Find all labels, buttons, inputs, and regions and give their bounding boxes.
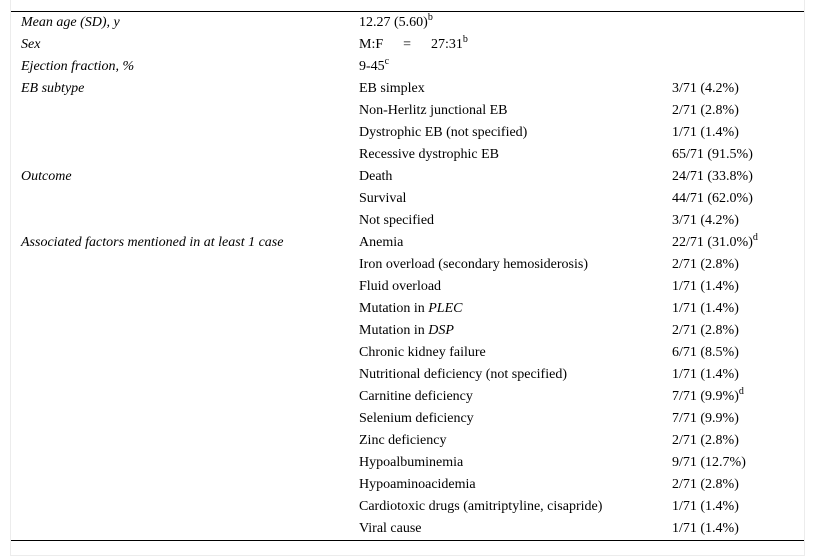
count-text: 2/71 (2.8%) (672, 433, 739, 448)
row-label (11, 210, 359, 232)
value-text: Survival (359, 191, 407, 206)
row-label (11, 100, 359, 122)
value-text: Carnitine deficiency (359, 389, 473, 404)
row-count (672, 210, 804, 232)
row-value (359, 364, 672, 386)
row-label (11, 518, 359, 541)
count-text: 7/71 (9.9%) (672, 389, 739, 404)
table-row (11, 276, 804, 298)
row-count (672, 78, 804, 100)
table-row (11, 166, 804, 188)
row-value (359, 496, 672, 518)
table-row (11, 144, 804, 166)
value-text: Mutation in (359, 301, 429, 316)
row-label (11, 188, 359, 210)
count-text: 1/71 (1.4%) (672, 499, 739, 514)
row-label: Ejection fraction, % (21, 59, 135, 74)
row-label (11, 254, 359, 276)
gene-name: DSP (428, 323, 454, 338)
row-label: Associated factors mentioned in at least 1 case (21, 235, 284, 250)
row-count (672, 320, 804, 342)
table-body (11, 12, 804, 541)
value-text: Hypoaminoacidemia (359, 477, 476, 492)
table-row (11, 188, 804, 210)
row-value (359, 122, 672, 144)
table-row (11, 100, 804, 122)
row-label (11, 144, 359, 166)
footnote-marker: d (752, 232, 758, 243)
row-value (359, 78, 672, 100)
count-text: 1/71 (1.4%) (672, 367, 739, 382)
value-text: Hypoalbuminemia (359, 455, 464, 470)
count-text: 2/71 (2.8%) (672, 257, 739, 272)
value-text: Death (359, 169, 393, 184)
row-value (359, 34, 672, 56)
row-label (11, 342, 359, 364)
table-row (11, 254, 804, 276)
table-row (11, 232, 804, 254)
value-text: EB simplex (359, 81, 425, 96)
row-label (11, 496, 359, 518)
footnote-marker: c (384, 56, 390, 67)
count-text: 44/71 (62.0%) (672, 191, 753, 206)
row-value (359, 254, 672, 276)
table-row (11, 452, 804, 474)
row-label (11, 386, 359, 408)
count-text: 2/71 (2.8%) (672, 103, 739, 118)
row-value (359, 232, 672, 254)
value-text: Recessive dystrophic EB (359, 147, 499, 162)
value-text: Fluid overload (359, 279, 442, 294)
row-count (672, 474, 804, 496)
value-text: Iron overload (secondary hemosiderosis) (359, 257, 588, 272)
value-text: Viral cause (359, 521, 422, 536)
row-value (359, 12, 672, 35)
row-label (11, 430, 359, 452)
value-text: Cardiotoxic drugs (amitriptyline, cisapride) (359, 499, 603, 514)
row-count (672, 188, 804, 210)
count-text: 1/71 (1.4%) (672, 279, 739, 294)
row-label (11, 474, 359, 496)
row-count (672, 452, 804, 474)
table-row (11, 496, 804, 518)
row-value (359, 298, 672, 320)
row-value (359, 166, 672, 188)
table-row (11, 78, 804, 100)
table-row (11, 518, 804, 541)
row-count (672, 232, 804, 254)
row-label (11, 276, 359, 298)
value-text: Chronic kidney failure (359, 345, 486, 360)
count-text: 7/71 (9.9%) (672, 411, 739, 426)
table-row (11, 210, 804, 232)
row-value (359, 144, 672, 166)
patient-characteristics-table (11, 11, 804, 541)
value-equals: = (403, 37, 412, 52)
row-label (11, 408, 359, 430)
row-label: Outcome (21, 169, 72, 184)
row-value (359, 320, 672, 342)
footnote-marker: b (462, 34, 468, 45)
row-value (359, 430, 672, 452)
footnote-marker: d (738, 386, 744, 397)
value-text: M:F (359, 37, 384, 52)
table-row (11, 320, 804, 342)
table-row (11, 56, 804, 78)
row-value (359, 452, 672, 474)
table-row (11, 34, 804, 56)
row-value (359, 386, 672, 408)
row-count (672, 386, 804, 408)
row-value (359, 188, 672, 210)
row-value (359, 474, 672, 496)
row-count (672, 12, 804, 35)
table-row (11, 386, 804, 408)
row-count (672, 342, 804, 364)
count-text: 3/71 (4.2%) (672, 81, 739, 96)
value-text: Dystrophic EB (not specified) (359, 125, 528, 140)
row-count (672, 364, 804, 386)
row-count (672, 34, 804, 56)
value-text: Nutritional deficiency (not specified) (359, 367, 567, 382)
table-row (11, 342, 804, 364)
row-count (672, 298, 804, 320)
table-row (11, 430, 804, 452)
count-text: 1/71 (1.4%) (672, 125, 739, 140)
count-text: 2/71 (2.8%) (672, 477, 739, 492)
count-text: 1/71 (1.4%) (672, 301, 739, 316)
value-text: 9-45 (359, 59, 385, 74)
row-value (359, 408, 672, 430)
table-row (11, 298, 804, 320)
count-text: 2/71 (2.8%) (672, 323, 739, 338)
count-text: 6/71 (8.5%) (672, 345, 739, 360)
table-row (11, 474, 804, 496)
row-label: Sex (21, 37, 41, 52)
row-label (11, 452, 359, 474)
row-count (672, 276, 804, 298)
value-text: Mutation in (359, 323, 429, 338)
row-count (672, 430, 804, 452)
count-text: 3/71 (4.2%) (672, 213, 739, 228)
table-row (11, 12, 804, 35)
row-count (672, 100, 804, 122)
row-count (672, 518, 804, 541)
value-text: Selenium deficiency (359, 411, 474, 426)
row-label (11, 298, 359, 320)
gene-name: PLEC (428, 301, 463, 316)
table-row (11, 408, 804, 430)
row-count (672, 408, 804, 430)
row-count (672, 254, 804, 276)
row-value (359, 518, 672, 541)
count-text: 65/71 (91.5%) (672, 147, 753, 162)
row-count (672, 56, 804, 78)
row-value (359, 342, 672, 364)
row-count (672, 166, 804, 188)
row-count (672, 122, 804, 144)
row-count (672, 144, 804, 166)
row-count (672, 496, 804, 518)
table-row (11, 364, 804, 386)
row-label: Mean age (SD), y (21, 15, 120, 30)
table-row (11, 122, 804, 144)
row-value (359, 56, 672, 78)
row-label (11, 122, 359, 144)
value-text: 12.27 (5.60) (359, 15, 428, 30)
footnote-marker: b (427, 12, 433, 23)
row-label (11, 320, 359, 342)
row-value (359, 100, 672, 122)
count-text: 9/71 (12.7%) (672, 455, 746, 470)
row-label (11, 364, 359, 386)
count-text: 24/71 (33.8%) (672, 169, 753, 184)
count-text: 22/71 (31.0%) (672, 235, 753, 250)
value-text: Anemia (359, 235, 404, 250)
value-text: Zinc deficiency (359, 433, 447, 448)
row-label: EB subtype (21, 81, 85, 96)
row-value (359, 210, 672, 232)
value-text: Not specified (359, 213, 435, 228)
value-ratio: 27:31 (431, 37, 463, 52)
count-text: 1/71 (1.4%) (672, 521, 739, 536)
row-value (359, 276, 672, 298)
value-text: Non-Herlitz junctional EB (359, 103, 508, 118)
